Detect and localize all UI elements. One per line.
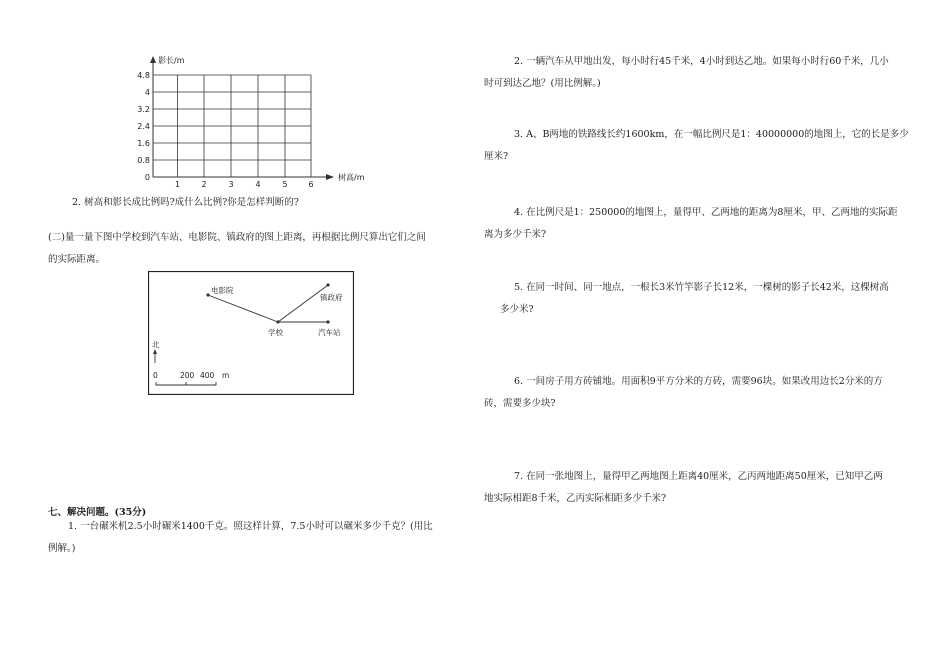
problem-2-line-2: 时可到达乙地？(用比例解。) — [484, 78, 601, 89]
y-tick: 4 — [144, 88, 150, 97]
x-axis-label: 树高/m — [338, 173, 365, 182]
y-tick: 1.6 — [137, 139, 150, 148]
scale-200-label: 200 — [180, 371, 195, 380]
x-tick: 5 — [282, 180, 288, 189]
problem-7 — [484, 466, 914, 510]
section-2-line-2: 的实际距离。 — [48, 254, 106, 265]
y-tick: 4.8 — [137, 71, 150, 80]
problem-4-line-1: 4. 在比例尺是1：250000的地图上，量得甲、乙两地的距离为8厘米，甲、乙两地的实际距 — [514, 207, 898, 218]
school-label: 学校 — [268, 328, 283, 337]
problem-2 — [484, 51, 914, 95]
school-point — [276, 320, 279, 323]
problem-5-line-2: 多少米? — [500, 304, 534, 315]
problem-4 — [484, 202, 914, 246]
problem-7-line-2: 地实际相距8千米，乙丙实际相距多少千米? — [484, 493, 667, 504]
scale-unit-label: m — [222, 371, 230, 380]
scale-0-label: 0 — [153, 371, 158, 380]
problem-3-line-2: 厘米? — [484, 151, 509, 162]
cinema-label: 电影院 — [211, 286, 234, 295]
x-tick: 6 — [308, 180, 314, 189]
section-7-heading: 七、解决问题。(35分) — [48, 507, 147, 518]
problem-6-line-1: 6. 一间房子用方砖铺地。用面积9平方分米的方砖，需要96块。如果改用边长2分米的方 — [514, 376, 883, 387]
problem-2-line-1: 2. 一辆汽车从甲地出发，每小时行45千米，4小时到达乙地。如果每小时行60千米，几小 — [514, 56, 889, 67]
problem-3 — [484, 124, 914, 168]
cinema-point — [206, 293, 209, 296]
problem-5 — [484, 277, 914, 321]
map-figure — [148, 271, 354, 395]
question-2-text: 2. 树高和影长成比例吗?成什么比例?你是怎样判断的? — [72, 197, 299, 208]
grid-chart — [120, 50, 390, 195]
y-tick: 0 — [144, 173, 150, 182]
bus-station-point — [326, 320, 329, 323]
problem-7-line-1: 7. 在同一张地图上，量得甲乙两地图上距离40厘米，乙丙两地距离50厘米，已知甲乙两 — [514, 471, 883, 482]
x-tick: 3 — [228, 180, 234, 189]
problem-1-line-1: 1. 一台碾米机2.5小时碾米1400千克。照这样计算，7.5小时可以碾米多少千克？(用比 — [68, 521, 433, 532]
x-tick: 2 — [201, 180, 207, 189]
x-tick: 4 — [255, 180, 261, 189]
problem-3-line-1: 3. A、B两地的铁路线长约1600km，在一幅比例尺是1：40000000的地图上，它的长是多少 — [514, 129, 909, 140]
section-2-line-1: (二)量一量下图中学校到汽车站、电影院、镇政府的图上距离，再根据比例尺算出它们之间 — [48, 232, 426, 243]
y-tick: 3.2 — [137, 105, 150, 114]
problem-6-line-2: 砖，需要多少块? — [484, 398, 556, 409]
x-tick: 1 — [174, 180, 181, 189]
y-axis-label: 影长/m — [158, 56, 185, 65]
y-tick: 0.8 — [137, 156, 150, 165]
section-2-prompt — [48, 227, 468, 271]
government-point — [326, 283, 329, 286]
scale-400-label: 400 — [200, 371, 215, 380]
problem-6 — [484, 371, 914, 415]
problem-1-line-2: 例解。) — [48, 543, 76, 554]
problem-4-line-2: 离为多少千米? — [484, 229, 547, 240]
government-label: 镇政府 — [320, 293, 343, 302]
problem-1 — [48, 516, 468, 560]
problem-5-line-1: 5. 在同一时间、同一地点，一根长3米竹竿影子长12米，一棵树的影子长42米，这棵树高 — [514, 282, 889, 293]
bus-station-label: 汽车站 — [318, 328, 341, 337]
y-tick: 2.4 — [137, 122, 150, 131]
north-label: 北 — [152, 340, 160, 349]
chart-grid — [153, 75, 320, 177]
